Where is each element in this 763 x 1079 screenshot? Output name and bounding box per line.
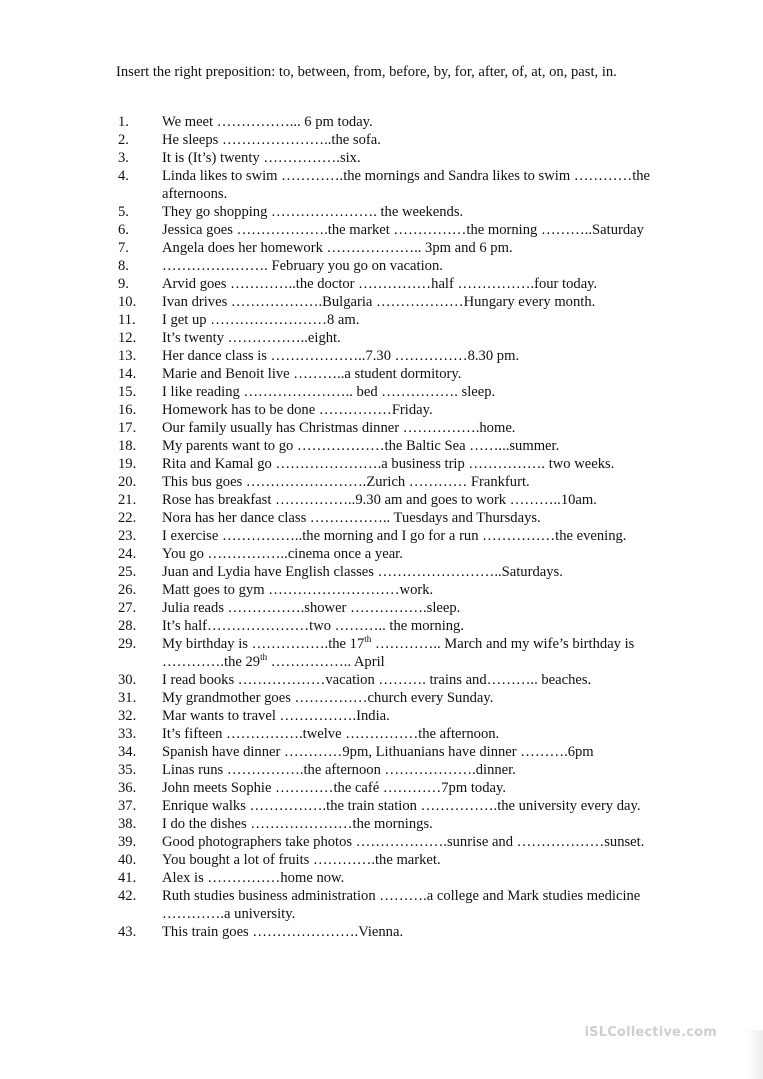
exercise-sentence: Arvid goes …………..the doctor ……………half …………….four today. bbox=[162, 276, 598, 292]
exercise-number: 12. bbox=[118, 330, 137, 346]
exercise-item bbox=[118, 239, 658, 257]
exercise-item bbox=[118, 257, 658, 275]
exercise-item bbox=[118, 455, 658, 473]
exercise-sentence: Julia reads …………….shower …………….sleep. bbox=[162, 600, 461, 616]
exercise-number: 25. bbox=[118, 564, 137, 580]
exercise-number: 10. bbox=[118, 294, 137, 310]
exercise-number: 1. bbox=[118, 114, 129, 130]
exercise-number: 33. bbox=[118, 726, 137, 742]
exercise-number: 15. bbox=[118, 384, 137, 400]
exercise-item bbox=[118, 365, 658, 383]
exercise-item bbox=[118, 851, 658, 869]
exercise-number: 2. bbox=[118, 132, 129, 148]
page-corner-shade bbox=[745, 1030, 763, 1079]
exercise-sentence: Enrique walks …………….the train station …………….the university every day. bbox=[162, 798, 641, 814]
exercise-item bbox=[118, 203, 658, 221]
exercise-sentence: My parents want to go ………………the Baltic Sea ……...summer. bbox=[162, 438, 560, 454]
exercise-sentence: Linas runs …………….the afternoon ……………….dinner. bbox=[162, 762, 516, 778]
exercise-sentence: You go ……………..cinema once a year. bbox=[162, 546, 403, 562]
exercise-number: 28. bbox=[118, 618, 137, 634]
exercise-item bbox=[118, 761, 658, 779]
exercise-sentence: …………………. February you go on vacation. bbox=[162, 258, 443, 274]
exercise-sentence: Good photographers take photos ……………….sunrise and ………………sunset. bbox=[162, 834, 645, 850]
exercise-item bbox=[118, 581, 658, 599]
exercise-number: 21. bbox=[118, 492, 137, 508]
exercise-item bbox=[118, 527, 658, 545]
exercise-number: 4. bbox=[118, 168, 129, 184]
ordinal-suffix: th bbox=[364, 634, 372, 645]
exercise-sentence: Matt goes to gym ………………………work. bbox=[162, 582, 434, 598]
exercise-sentence: Linda likes to swim ………….the mornings and Sandra likes to swim …………the afternoons. bbox=[162, 168, 651, 202]
exercise-item bbox=[118, 293, 658, 311]
exercise-sentence: Homework has to be done ……………Friday. bbox=[162, 402, 433, 418]
exercise-sentence: I do the dishes …………………the mornings. bbox=[162, 816, 433, 832]
exercise-item bbox=[118, 707, 658, 725]
exercise-item bbox=[118, 401, 658, 419]
exercise-number: 24. bbox=[118, 546, 137, 562]
exercise-number: 30. bbox=[118, 672, 137, 688]
exercise-item bbox=[118, 473, 658, 491]
exercise-item bbox=[118, 617, 658, 635]
exercise-item bbox=[118, 689, 658, 707]
exercise-sentence: I read books ………………vacation ………. trains and……….. beaches. bbox=[162, 672, 592, 688]
exercise-sentence: Rose has breakfast ……………..9.30 am and goes to work ………..10am. bbox=[162, 492, 597, 508]
exercise-number: 16. bbox=[118, 402, 137, 418]
exercise-item bbox=[118, 275, 658, 293]
exercise-item bbox=[118, 113, 658, 131]
exercise-item bbox=[118, 797, 658, 815]
exercise-number: 27. bbox=[118, 600, 137, 616]
exercise-sentence: Jessica goes ……………….the market ……………the morning ………..Saturday bbox=[162, 222, 644, 238]
exercise-sentence: Nora has her dance class …………….. Tuesdays and Thursdays. bbox=[162, 510, 541, 526]
exercise-sentence: They go shopping …………………. the weekends. bbox=[162, 204, 464, 220]
exercise-sentence: Ruth studies business administration ……….a college and Mark studies medicine ………….a university. bbox=[162, 888, 641, 922]
exercise-number: 37. bbox=[118, 798, 137, 814]
exercise-item bbox=[118, 725, 658, 743]
exercise-sentence: This bus goes …………………….Zurich ………… Frankfurt. bbox=[162, 474, 530, 490]
sentence-part: ………….. March and my wife’s birthday is ………….the 29 bbox=[162, 636, 635, 670]
exercise-item bbox=[118, 347, 658, 365]
exercise-sentence: Mar wants to travel …………….India. bbox=[162, 708, 390, 724]
exercise-number: 18. bbox=[118, 438, 137, 454]
exercise-number: 9. bbox=[118, 276, 129, 292]
exercise-sentence: I like reading ………………….. bed ……………. sleep. bbox=[162, 384, 496, 400]
exercise-number: 11. bbox=[118, 312, 136, 328]
exercise-number: 38. bbox=[118, 816, 137, 832]
exercise-sentence: Spanish have dinner …………9pm, Lithuanians have dinner ……….6pm bbox=[162, 744, 594, 760]
exercise-item bbox=[118, 869, 658, 887]
exercise-item bbox=[118, 743, 658, 761]
exercise-sentence: I get up ……………………8 am. bbox=[162, 312, 360, 328]
exercise-item bbox=[118, 815, 658, 833]
exercise-sentence: He sleeps …………………..the sofa. bbox=[162, 132, 381, 148]
exercise-number: 34. bbox=[118, 744, 137, 760]
exercise-sentence: Ivan drives ……………….Bulgaria ………………Hungary every month. bbox=[162, 294, 596, 310]
exercise-item bbox=[118, 509, 658, 527]
exercise-sentence: Alex is ……………home now. bbox=[162, 870, 345, 886]
exercise-number: 3. bbox=[118, 150, 129, 166]
exercise-item bbox=[118, 167, 658, 203]
exercise-number: 29. bbox=[118, 636, 137, 652]
exercise-number: 14. bbox=[118, 366, 137, 382]
exercise-sentence: Her dance class is ………………..7.30 ……………8.30 pm. bbox=[162, 348, 520, 364]
exercise-item bbox=[118, 887, 658, 923]
exercise-sentence: Our family usually has Christmas dinner …………….home. bbox=[162, 420, 516, 436]
exercise-sentence: It is (It’s) twenty …………….six. bbox=[162, 150, 361, 166]
exercise-item bbox=[118, 437, 658, 455]
exercise-sentence: Rita and Kamal go ………………….a business trip ……………. two weeks. bbox=[162, 456, 615, 472]
exercise-item bbox=[118, 923, 658, 941]
exercise-number: 42. bbox=[118, 888, 137, 904]
exercise-item bbox=[118, 599, 658, 617]
sentence-part: …………….. April bbox=[267, 654, 385, 670]
ordinal-suffix: th bbox=[260, 652, 268, 663]
exercise-item bbox=[118, 329, 658, 347]
exercise-number: 35. bbox=[118, 762, 137, 778]
exercise-number: 8. bbox=[118, 258, 129, 274]
exercise-sentence: John meets Sophie …………the café …………7pm today. bbox=[162, 780, 506, 796]
sentence-part: My birthday is …………….the 17 bbox=[162, 636, 365, 652]
exercise-item bbox=[118, 311, 658, 329]
exercise-number: 40. bbox=[118, 852, 137, 868]
exercise-sentence bbox=[162, 635, 658, 671]
exercise-number: 7. bbox=[118, 240, 129, 256]
exercise-number: 5. bbox=[118, 204, 129, 220]
instructions-text: Insert the right preposition: to, between, from, before, by, for, after, of, at, on, past, in. bbox=[116, 64, 617, 80]
exercise-sentence: My grandmother goes ……………church every Sunday. bbox=[162, 690, 494, 706]
exercise-number: 32. bbox=[118, 708, 137, 724]
exercise-sentence: We meet ……………... 6 pm today. bbox=[162, 114, 373, 130]
exercise-item bbox=[118, 131, 658, 149]
exercise-number: 41. bbox=[118, 870, 137, 886]
exercise-number: 36. bbox=[118, 780, 137, 796]
exercise-item bbox=[118, 635, 658, 671]
exercise-sentence: Angela does her homework ……………….. 3pm and 6 pm. bbox=[162, 240, 513, 256]
exercise-number: 6. bbox=[118, 222, 129, 238]
exercise-sentence: Juan and Lydia have English classes ……………………..Saturdays. bbox=[162, 564, 563, 580]
exercise-item bbox=[118, 491, 658, 509]
exercise-number: 39. bbox=[118, 834, 137, 850]
exercise-number: 43. bbox=[118, 924, 137, 940]
exercise-number: 31. bbox=[118, 690, 137, 706]
exercise-item bbox=[118, 383, 658, 401]
exercise-sentence: It’s fifteen …………….twelve ……………the afternoon. bbox=[162, 726, 500, 742]
exercise-sentence: Marie and Benoit live ………..a student dormitory. bbox=[162, 366, 462, 382]
exercise-item bbox=[118, 545, 658, 563]
exercise-number: 20. bbox=[118, 474, 137, 490]
exercise-item bbox=[118, 779, 658, 797]
exercise-number: 26. bbox=[118, 582, 137, 598]
exercise-number: 19. bbox=[118, 456, 137, 472]
exercise-sentence: You bought a lot of fruits ………….the market. bbox=[162, 852, 441, 868]
exercise-sentence: It’s twenty ……………..eight. bbox=[162, 330, 341, 346]
exercise-item bbox=[118, 833, 658, 851]
exercise-item bbox=[118, 149, 658, 167]
exercise-number: 22. bbox=[118, 510, 137, 526]
exercise-item bbox=[118, 563, 658, 581]
exercise-number: 13. bbox=[118, 348, 137, 364]
exercise-sentence: I exercise ……………..the morning and I go for a run ……………the evening. bbox=[162, 528, 627, 544]
exercise-item bbox=[118, 419, 658, 437]
exercise-sentence: It’s half…………………two ……….. the morning. bbox=[162, 618, 464, 634]
watermark-logo: iSLCollective.com bbox=[584, 1025, 717, 1040]
exercise-sentence: This train goes ………………….Vienna. bbox=[162, 924, 404, 940]
exercise-number: 17. bbox=[118, 420, 137, 436]
exercise-item bbox=[118, 221, 658, 239]
exercise-list bbox=[118, 113, 658, 941]
exercise-number: 23. bbox=[118, 528, 137, 544]
exercise-item bbox=[118, 671, 658, 689]
